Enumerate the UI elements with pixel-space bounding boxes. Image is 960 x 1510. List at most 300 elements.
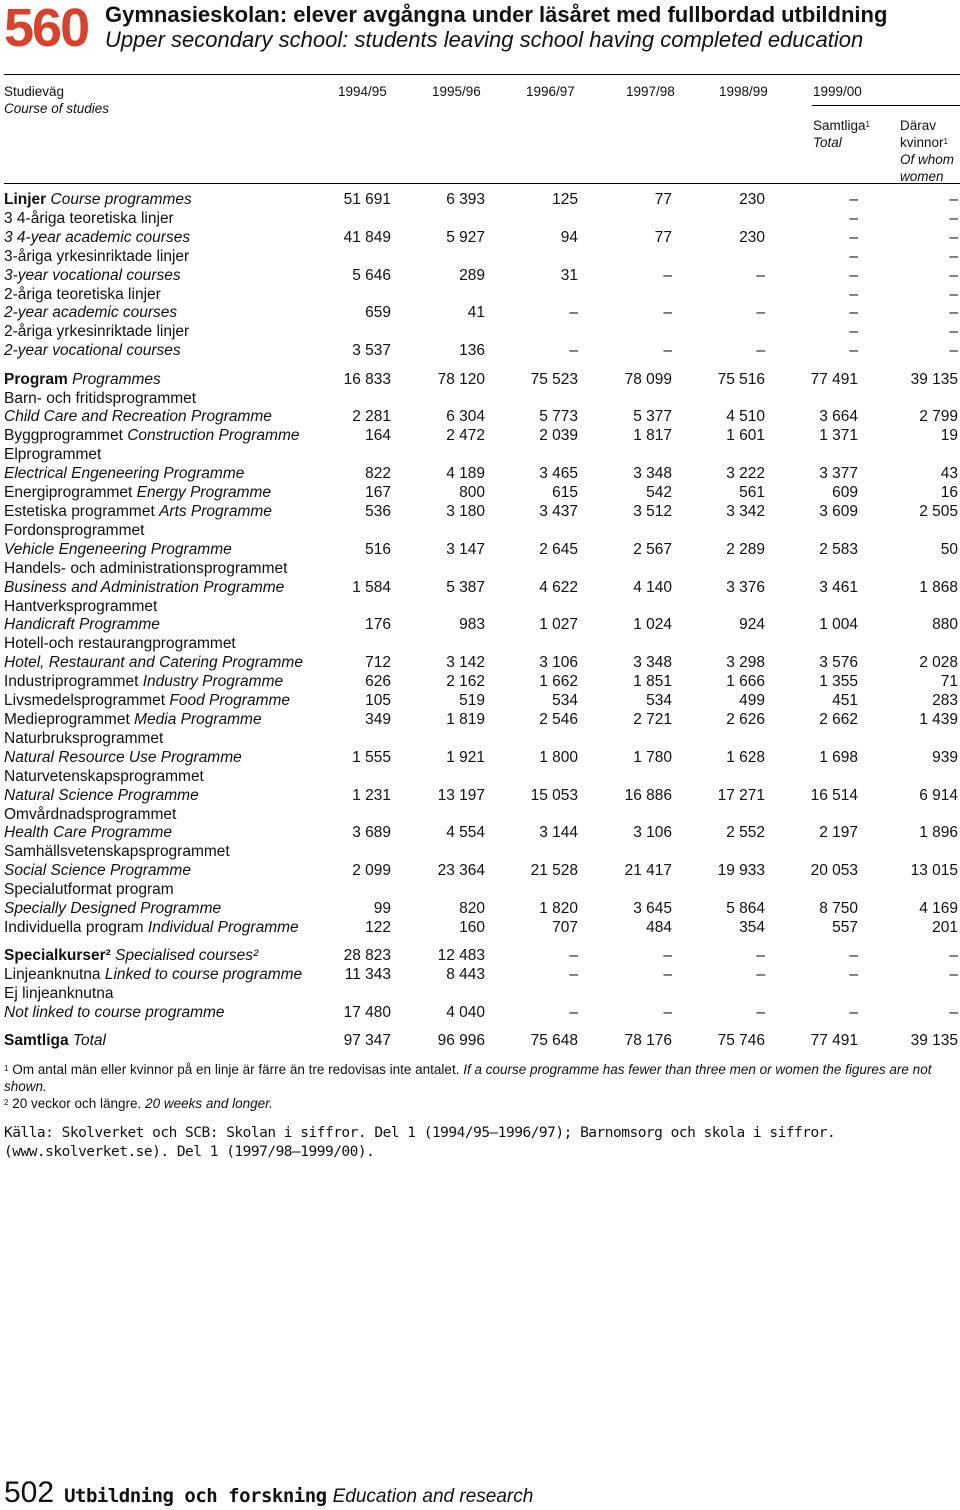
spacer-row — [4, 361, 958, 371]
value-cell: 21 528 — [530, 862, 578, 880]
header-sub-rule — [812, 105, 960, 106]
row-label-sv: Specialkurser² — [4, 947, 111, 965]
value-cell: – — [949, 966, 958, 984]
value-cell — [858, 881, 958, 900]
value-cell: 2 505 — [919, 503, 958, 520]
row-label-sv: Program — [4, 370, 68, 388]
value-cell — [672, 323, 765, 342]
header-women-en2: women — [900, 169, 944, 184]
value-cell — [391, 768, 485, 787]
value-cell: 2 281 — [352, 408, 391, 426]
value-cell — [578, 286, 672, 305]
row-label — [4, 900, 326, 919]
value-cell: 31 — [560, 266, 578, 284]
header-year-1996: 1996/97 — [526, 84, 575, 99]
value-cell: 1 024 — [633, 616, 672, 634]
row-label — [4, 465, 326, 484]
value-cell — [858, 560, 958, 579]
row-label-en: Construction Programme — [127, 427, 300, 445]
value-cell — [485, 730, 578, 749]
value-cell: 78 176 — [624, 1032, 672, 1050]
value-cell: 3 342 — [726, 503, 765, 520]
value-cell: 1 555 — [352, 748, 391, 766]
table-row — [4, 730, 958, 749]
row-label — [4, 390, 326, 409]
row-label — [4, 323, 326, 342]
row-label — [4, 427, 326, 446]
value-cell — [672, 210, 765, 229]
value-cell: 4 510 — [726, 408, 765, 426]
value-cell — [326, 522, 391, 541]
value-cell: 5 646 — [352, 266, 391, 284]
value-cell: 289 — [459, 266, 485, 284]
value-cell — [765, 985, 858, 1004]
row-label — [4, 1032, 326, 1051]
value-cell: 3 664 — [819, 408, 858, 426]
value-cell: – — [849, 947, 858, 965]
value-cell: – — [663, 1004, 672, 1022]
row-label-sv: 3 4-åriga teoretiska linjer — [4, 209, 174, 227]
value-cell: 51 691 — [343, 191, 391, 208]
value-cell — [578, 843, 672, 862]
value-cell: 3 106 — [539, 654, 578, 672]
row-label-sv: Elprogrammet — [4, 446, 102, 464]
value-cell — [672, 598, 765, 617]
header-women-sv1: Därav — [900, 118, 937, 133]
row-label-sv: Hotell-och restaurangprogrammet — [4, 635, 236, 653]
value-cell: 176 — [365, 616, 391, 634]
value-cell: 1 371 — [819, 427, 858, 445]
footnote-2 — [4, 1095, 934, 1112]
value-cell — [326, 560, 391, 579]
value-cell: 3 437 — [539, 503, 578, 520]
value-cell: – — [663, 266, 672, 284]
page-number: 502 — [4, 1476, 55, 1509]
table-title — [105, 2, 887, 53]
row-label-en: 3-year vocational courses — [4, 266, 181, 284]
value-cell: 78 120 — [437, 370, 485, 388]
value-cell — [326, 635, 391, 654]
value-cell: 1 921 — [446, 748, 485, 766]
row-label-en: Industry Programme — [142, 673, 284, 691]
value-cell: – — [663, 304, 672, 322]
spacer-cell — [4, 1023, 958, 1033]
value-cell: 1 780 — [633, 748, 672, 766]
page-footer — [4, 1476, 533, 1510]
row-label-en: Electrical Engeneering Programme — [4, 465, 245, 483]
value-cell: – — [849, 191, 858, 208]
table-row — [4, 768, 958, 787]
value-cell: 3 512 — [633, 503, 672, 520]
value-cell: – — [949, 191, 958, 208]
row-label — [4, 191, 326, 210]
value-cell: 136 — [459, 342, 485, 360]
row-label-sv: Estetiska programmet — [4, 503, 155, 520]
value-cell — [326, 248, 391, 267]
value-cell: – — [569, 342, 578, 360]
row-label-sv: Individuella program — [4, 918, 144, 936]
value-cell: 1 584 — [352, 578, 391, 596]
value-cell: 17 480 — [343, 1004, 391, 1022]
row-label — [4, 267, 326, 286]
value-cell — [858, 390, 958, 409]
value-cell: – — [949, 285, 958, 303]
value-cell: – — [949, 342, 958, 360]
value-cell: – — [849, 209, 858, 227]
table-row — [4, 503, 958, 522]
value-cell: 1 819 — [446, 710, 485, 728]
value-cell: 2 721 — [633, 710, 672, 728]
value-cell: 561 — [739, 484, 765, 502]
value-cell: 3 348 — [633, 654, 672, 672]
value-cell: 3 180 — [446, 503, 485, 520]
value-cell: – — [569, 1004, 578, 1022]
row-label — [4, 749, 326, 768]
row-label-en: Not linked to course programme — [4, 1004, 225, 1022]
value-cell: – — [756, 947, 765, 965]
row-label-en: Linked to course programme — [104, 966, 303, 984]
table-row — [4, 881, 958, 900]
row-label-en: Specially Designed Programme — [4, 900, 222, 918]
value-cell: 1 800 — [539, 748, 578, 766]
value-cell: 609 — [832, 484, 858, 502]
row-label-sv: Samhällsvetenskapsprogrammet — [4, 843, 230, 861]
value-cell — [578, 806, 672, 825]
value-cell: 484 — [646, 918, 672, 936]
value-cell: 16 514 — [810, 786, 858, 804]
row-label-sv: Samtliga — [4, 1032, 69, 1050]
row-label — [4, 248, 326, 267]
value-cell — [672, 985, 765, 1004]
value-cell — [672, 806, 765, 825]
value-cell — [858, 843, 958, 862]
value-cell: 20 053 — [810, 862, 858, 880]
value-cell: 164 — [365, 427, 391, 445]
value-cell: 16 886 — [624, 786, 672, 804]
value-cell: 3 348 — [633, 465, 672, 483]
row-label-en: 3 4-year academic courses — [4, 228, 191, 246]
table-number: 560 — [4, 0, 89, 58]
value-cell — [672, 730, 765, 749]
value-cell: 2 028 — [919, 654, 958, 672]
value-cell — [391, 560, 485, 579]
value-cell — [485, 881, 578, 900]
row-label-en: Programmes — [72, 370, 161, 388]
value-cell: 94 — [560, 228, 578, 246]
value-cell — [858, 730, 958, 749]
value-cell — [391, 730, 485, 749]
row-label-sv: Hantverksprogrammet — [4, 597, 158, 615]
value-cell: 5 377 — [633, 408, 672, 426]
row-label-en: Arts Programme — [159, 503, 272, 520]
value-cell: 99 — [373, 900, 391, 918]
value-cell — [765, 390, 858, 409]
row-label — [4, 985, 326, 1004]
row-label — [4, 598, 326, 617]
value-cell — [485, 210, 578, 229]
value-cell — [485, 286, 578, 305]
footnote-2-mark: 2 — [4, 1098, 9, 1107]
value-cell: 1 355 — [819, 673, 858, 691]
value-cell: 122 — [365, 918, 391, 936]
value-cell: 3 142 — [446, 654, 485, 672]
value-cell: 2 567 — [633, 540, 672, 558]
table-row — [4, 390, 958, 409]
value-cell — [391, 881, 485, 900]
row-label — [4, 304, 326, 323]
value-cell — [391, 210, 485, 229]
value-cell: 77 — [654, 228, 672, 246]
header-total-en: Total — [813, 135, 842, 150]
value-cell: 4 189 — [446, 465, 485, 483]
value-cell — [391, 985, 485, 1004]
value-cell: 11 343 — [344, 966, 391, 984]
row-label — [4, 673, 326, 692]
value-cell: 1 868 — [919, 578, 958, 596]
value-cell: 19 933 — [717, 862, 765, 880]
value-cell: 13 015 — [910, 862, 958, 880]
value-cell: 15 053 — [530, 786, 578, 804]
row-label — [4, 503, 326, 522]
value-cell: 105 — [365, 692, 391, 710]
value-cell — [858, 635, 958, 654]
value-cell: 924 — [739, 616, 765, 634]
value-cell — [485, 390, 578, 409]
value-cell — [578, 768, 672, 787]
value-cell: 201 — [932, 918, 958, 936]
table-row — [4, 560, 958, 579]
value-cell: – — [949, 1004, 958, 1022]
row-label-sv: Industriprogrammet — [4, 673, 139, 691]
row-label-en: Specialised courses² — [115, 947, 259, 965]
value-cell — [765, 843, 858, 862]
value-cell — [326, 446, 391, 465]
table-row — [4, 210, 958, 229]
value-cell — [765, 806, 858, 825]
table-row — [4, 408, 958, 427]
row-label-en: Total — [72, 1032, 106, 1050]
table-row — [4, 692, 958, 711]
row-label-en: Natural Resource Use Programme — [4, 748, 242, 766]
value-cell: 2 039 — [539, 427, 578, 445]
value-cell — [578, 248, 672, 267]
value-cell — [672, 843, 765, 862]
value-cell — [858, 806, 958, 825]
table-row — [4, 749, 958, 768]
value-cell: 5 387 — [446, 578, 485, 596]
value-cell: 4 554 — [446, 824, 485, 842]
value-cell — [326, 881, 391, 900]
data-table — [4, 191, 958, 1051]
row-label — [4, 768, 326, 787]
value-cell: 3 576 — [819, 654, 858, 672]
row-label — [4, 1004, 326, 1023]
footnote-1-en: If a course programme has fewer than three men or women the figures are not shown. — [4, 1062, 932, 1094]
value-cell: 4 040 — [446, 1004, 485, 1022]
value-cell: – — [569, 304, 578, 322]
row-label-en: Business and Administration Programme — [4, 578, 285, 596]
value-cell: – — [756, 966, 765, 984]
value-cell — [326, 390, 391, 409]
value-cell: 659 — [365, 304, 391, 322]
value-cell: 41 849 — [343, 228, 391, 246]
value-cell — [672, 560, 765, 579]
table-row — [4, 1032, 958, 1051]
value-cell — [326, 323, 391, 342]
value-cell — [765, 446, 858, 465]
value-cell: 2 289 — [726, 540, 765, 558]
row-label-sv: Medieprogrammet — [4, 710, 130, 728]
value-cell — [672, 446, 765, 465]
value-cell — [578, 560, 672, 579]
value-cell: 3 298 — [726, 654, 765, 672]
header-year-1995: 1995/96 — [432, 84, 481, 99]
value-cell: 2 552 — [726, 824, 765, 842]
row-label-sv: 3-åriga yrkesinriktade linjer — [4, 247, 190, 265]
value-cell — [578, 730, 672, 749]
value-cell — [672, 522, 765, 541]
value-cell — [765, 730, 858, 749]
value-cell — [672, 881, 765, 900]
table-row — [4, 229, 958, 248]
value-cell — [391, 806, 485, 825]
value-cell: 354 — [739, 918, 765, 936]
value-cell: 1 628 — [726, 748, 765, 766]
value-cell — [672, 248, 765, 267]
value-cell: – — [756, 304, 765, 322]
value-cell — [485, 843, 578, 862]
row-label — [4, 843, 326, 862]
row-label-sv: Ej linjeanknutna — [4, 985, 114, 1003]
table-row — [4, 323, 958, 342]
row-label — [4, 881, 326, 900]
spacer-row — [4, 1023, 958, 1033]
value-cell — [672, 768, 765, 787]
value-cell: 707 — [552, 918, 578, 936]
table-row — [4, 427, 958, 446]
value-cell: 230 — [739, 191, 765, 208]
value-cell — [391, 635, 485, 654]
value-cell: 1 666 — [726, 673, 765, 691]
value-cell — [672, 286, 765, 305]
table-row — [4, 484, 958, 503]
value-cell — [485, 768, 578, 787]
value-cell: 557 — [832, 918, 858, 936]
value-cell: 3 689 — [352, 824, 391, 842]
row-label — [4, 919, 326, 938]
header-total — [813, 117, 870, 151]
table-row — [4, 900, 958, 919]
header-year-1998: 1998/99 — [719, 84, 768, 99]
table-row — [4, 191, 958, 210]
value-cell: 77 — [654, 191, 672, 208]
table-row — [4, 522, 958, 541]
value-cell: 3 465 — [539, 465, 578, 483]
value-cell — [326, 286, 391, 305]
value-cell: 2 472 — [446, 427, 485, 445]
value-cell: 8 443 — [446, 966, 485, 984]
row-label — [4, 541, 326, 560]
header-year-1999: 1999/00 — [813, 84, 862, 99]
value-cell — [578, 635, 672, 654]
value-cell: – — [849, 304, 858, 322]
value-cell: 2 099 — [352, 862, 391, 880]
value-cell: 283 — [932, 692, 958, 710]
value-cell — [858, 522, 958, 541]
header-top-rule — [4, 74, 960, 75]
value-cell: – — [849, 966, 858, 984]
value-cell: 1 027 — [539, 616, 578, 634]
value-cell: 536 — [365, 503, 391, 520]
value-cell: 39 135 — [910, 370, 958, 388]
table-row — [4, 635, 958, 654]
row-label-sv: Energiprogrammet — [4, 484, 133, 502]
title-english: Upper secondary school: students leaving school having completed education — [105, 27, 864, 52]
value-cell: 499 — [739, 692, 765, 710]
footnote-1-mark: 1 — [4, 1064, 9, 1073]
value-cell: – — [849, 228, 858, 246]
value-cell: 822 — [365, 465, 391, 483]
value-cell: 75 746 — [717, 1032, 765, 1050]
value-cell: 519 — [459, 692, 485, 710]
row-label — [4, 787, 326, 806]
value-cell: 1 698 — [819, 748, 858, 766]
row-label-sv: Naturvetenskapsprogrammet — [4, 767, 204, 785]
column-header-course — [4, 83, 109, 117]
value-cell — [391, 390, 485, 409]
value-cell: – — [663, 947, 672, 965]
value-cell: 19 — [940, 427, 958, 445]
value-cell: – — [849, 342, 858, 360]
header-year-1994: 1994/95 — [338, 84, 387, 99]
value-cell: 2 662 — [819, 710, 858, 728]
row-label — [4, 229, 326, 248]
value-cell: 3 147 — [446, 540, 485, 558]
value-cell: 16 833 — [343, 370, 391, 388]
value-cell — [765, 768, 858, 787]
value-cell — [391, 522, 485, 541]
row-label-sv: Linjer — [4, 191, 47, 208]
value-cell — [578, 446, 672, 465]
table-row — [4, 711, 958, 730]
footnote-2-sv: 20 veckor och längre. — [12, 1096, 142, 1111]
row-label — [4, 711, 326, 730]
footnote-ref: 1 — [865, 120, 870, 129]
value-cell: 1 817 — [633, 427, 672, 445]
value-cell: – — [569, 947, 578, 965]
value-cell — [765, 560, 858, 579]
value-cell — [391, 286, 485, 305]
footnote-1 — [4, 1061, 934, 1095]
table-row — [4, 248, 958, 267]
value-cell: 1 662 — [539, 673, 578, 691]
row-label-en: Hotel, Restaurant and Catering Programme — [4, 654, 303, 672]
value-cell: 5 773 — [539, 408, 578, 426]
value-cell — [326, 843, 391, 862]
value-cell: 3 222 — [726, 465, 765, 483]
row-label — [4, 560, 326, 579]
row-label-en: Handicraft Programme — [4, 616, 160, 634]
row-label-en: 2-year academic courses — [4, 304, 178, 322]
value-cell: 3 376 — [726, 578, 765, 596]
value-cell — [578, 522, 672, 541]
value-cell — [485, 446, 578, 465]
value-cell: 1 004 — [819, 616, 858, 634]
row-label — [4, 692, 326, 711]
row-label — [4, 522, 326, 541]
value-cell: 615 — [552, 484, 578, 502]
table-row — [4, 787, 958, 806]
